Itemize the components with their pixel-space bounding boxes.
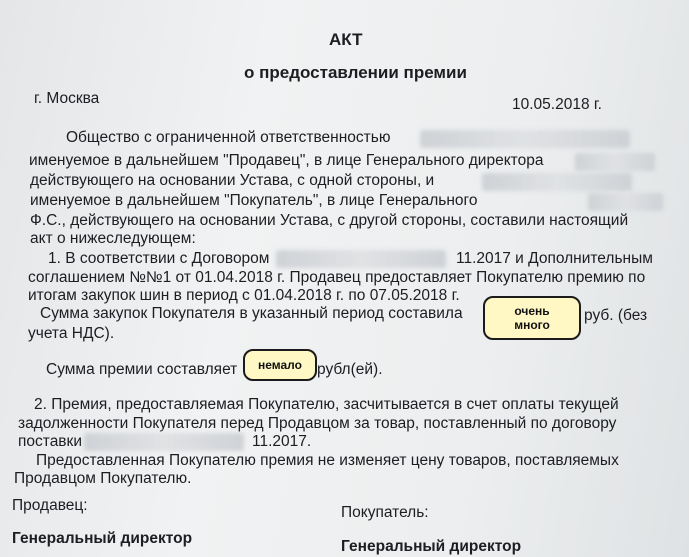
premium-label: Сумма премии составляет [46,361,238,378]
item1-line-1b: 11.2017 и Дополнительным [456,250,653,267]
buyer-position: Генеральный директор [341,538,522,555]
item1-line-1a: 1. В соответствии с Договором [48,250,270,267]
redacted-seller-name [420,130,630,148]
party-line-1: Общество с ограниченной ответственностью [66,129,391,146]
sticker-amount-text: очень много [514,304,550,332]
document-date: 10.05.2018 г. [512,96,602,113]
item1-line-2: соглашением №№1 от 01.04.2018 г. Продавец предоставляет Покупателю премию по [28,269,646,286]
item2-line-3a: поставки [18,433,82,450]
item1-line-5: учета НДС). [28,325,115,342]
seller-label: Продавец: [12,497,88,514]
redacted-buyer-director [588,193,663,211]
redacted-seller-director [575,153,655,171]
item2-line-4: Предоставленная Покупателю премия не изменяет цену товаров, поставляемых [36,452,619,469]
redacted-buyer-name [482,173,632,191]
item1-line-4: Сумма закупок Покупателя в указанный период составила [40,305,463,322]
city: г. Москва [34,90,100,107]
party-line-4: именуемое в дальнейшем "Покупатель", в лице Генерального [30,192,478,209]
party-line-2: именуемое в дальнейшем "Продавец", в лице Генерального директора [29,152,544,169]
document-subtitle: о предоставлении премии [244,63,467,82]
party-line-5: Ф.С., действующего на основании Устава, с другой стороны, составили настоящий [30,212,629,229]
document-title: АКТ [329,30,363,49]
seller-position: Генеральный директор [12,530,193,547]
item2-line-1: 2. Премия, предоставляемая Покупателю, засчитывается в счет оплаты текущей [34,396,619,413]
party-line-3: действующего на основании Устава, с одной стороны, и [30,172,435,189]
buyer-label: Покупатель: [341,504,429,521]
premium-unit: рубл(ей). [317,361,383,378]
item2-line-3b: 11.2017. [252,433,312,450]
sticker-premium-text: немало [258,358,302,372]
item2-line-5: Продавцом Покупателю. [14,470,192,487]
sticker-amount [483,296,581,340]
item1-line-4b: руб. (без [584,307,648,324]
item1-line-3: итогам закупок шин в период с 01.04.2018 г. по 07.05.2018 г. [28,287,460,304]
redacted-delivery-contract [84,433,244,451]
item2-line-2: задолженности Покупателя перед Продавцом за товар, поставленный по договору [18,415,617,432]
redacted-contract-number [276,250,446,268]
sticker-premium [243,349,317,381]
party-line-6: акт о нижеследующем: [30,230,196,247]
